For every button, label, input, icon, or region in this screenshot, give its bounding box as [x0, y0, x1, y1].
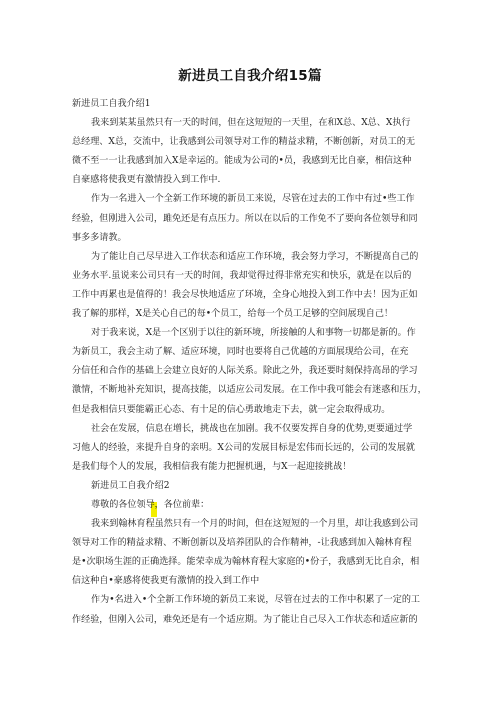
- paragraph-line: 是我们每个人的发展，我相信我有能力把握机遇，与X一起迎接挑战！: [72, 461, 352, 472]
- document-body: [72, 95, 430, 630]
- paragraph-line: 新进员工自我介绍2: [91, 480, 170, 491]
- paragraph-line: 新进员工自我介绍1: [72, 99, 151, 109]
- paragraph-line: 作为•名进入•个全新工作环境的新员工来说，尽管在过去的工作中积累了一定的工: [91, 595, 421, 606]
- paragraph-line: 经验，但刚进入公司，雎免还是有点压力。所以在以后的工作免不了要向各位领导和同: [72, 213, 418, 224]
- paragraph-line: 微不至一一让我感到加入X是幸运的。能成为公司的•员，我感到无比自豪，相信这种: [72, 156, 412, 167]
- paragraph-line: 作经验，但刚入公司，难免还是有一个适应期。为了能让自己尽入工作状态和适应新的: [72, 614, 418, 625]
- paragraph-line: 作为一名进入一个全新工作环境的新员工来说，尽管在过去的工作中有过•些工作: [91, 194, 415, 205]
- paragraph-line: 领导对工作的精益求精、不断创新以及培养团队的合作精神，-让我感到加入翰林育程: [72, 538, 412, 549]
- paragraph-line: 尊敬的各位领导，各位前辈：: [91, 499, 210, 510]
- paragraph-line: 信这种自•豪感将使我更有激情的投入到工作中: [72, 576, 260, 587]
- paragraph-line: 总经理、X总，交流中，让我感到公司领导对工作的精益求精，不断创新，对员工的无: [72, 137, 415, 148]
- paragraph-line: 我了解的那样，X是关心自己的每•个员工，给每一个员工足够的空间展现自己！: [72, 309, 394, 320]
- paragraph-line: 我来到某某虽然只有一天的时间，但在这短短的一天里，在和X总、X总、X执行: [91, 118, 411, 129]
- paragraph-line: 对于我来说，X是一个区别于以往的新环境，所接触的人和事物一切都是新的。作: [91, 328, 416, 339]
- paragraph-line: 是•次职场生涯的正确选择。能荣幸成为翰林育程大家庭的•份子，我感到无比自余，相: [72, 557, 420, 568]
- paragraph-line: 习他人的经验，来提升自身的亲明。X公司的发展目标是宏伟而长远的，公司的发展就: [72, 442, 415, 453]
- paragraph-line: 但是我相信只要能霸正心态、有十足的信心勇敢地走下去，就一定会取得成功。: [72, 404, 391, 415]
- document-title: 新进员工自我介绍15篇: [178, 68, 322, 84]
- paragraph-line: 自豪感将使我更有激情投入到工作中.: [72, 175, 221, 186]
- paragraph-line: 业务水平.虽说来公司只有一天的时间，我却觉得过得非常充实和快乐，就是在以后的: [72, 270, 412, 281]
- paragraph-line: 工作中再累也是值得的！我会尽快地适应了环境，全身心地投入到工作中去！因为正如: [72, 289, 418, 300]
- paragraph-line: 分信任和合作的基础上会建立良好的人际关系。除此之外，我还要时刻保持高昂的学习: [72, 366, 418, 377]
- paragraph-line: 社会在发展，信息在增长，挑战也在加剧。我不仅要发挥自身的优势,更要通过学: [91, 423, 413, 434]
- paragraph-line: 为了能让自己尽早进入工作状态和适应工作环境，我会努力学习，不断提高自己的: [91, 251, 419, 262]
- paragraph-line: 我来到翰林育程虽然只有一个月的时间，但在这短短的一个月里，却让我感到公司: [91, 519, 419, 530]
- paragraph-line: 为新员工，我会主动了解、适应环境，同时也要将自己优越的方面展现给公司，在充: [72, 347, 409, 358]
- paragraph-line: 激情，不断地补充知识，提高技能，以适应公司发展。在工作中我可能会有迷惑和压力，: [72, 385, 427, 396]
- paragraph-line: 事多多请教。: [72, 232, 127, 243]
